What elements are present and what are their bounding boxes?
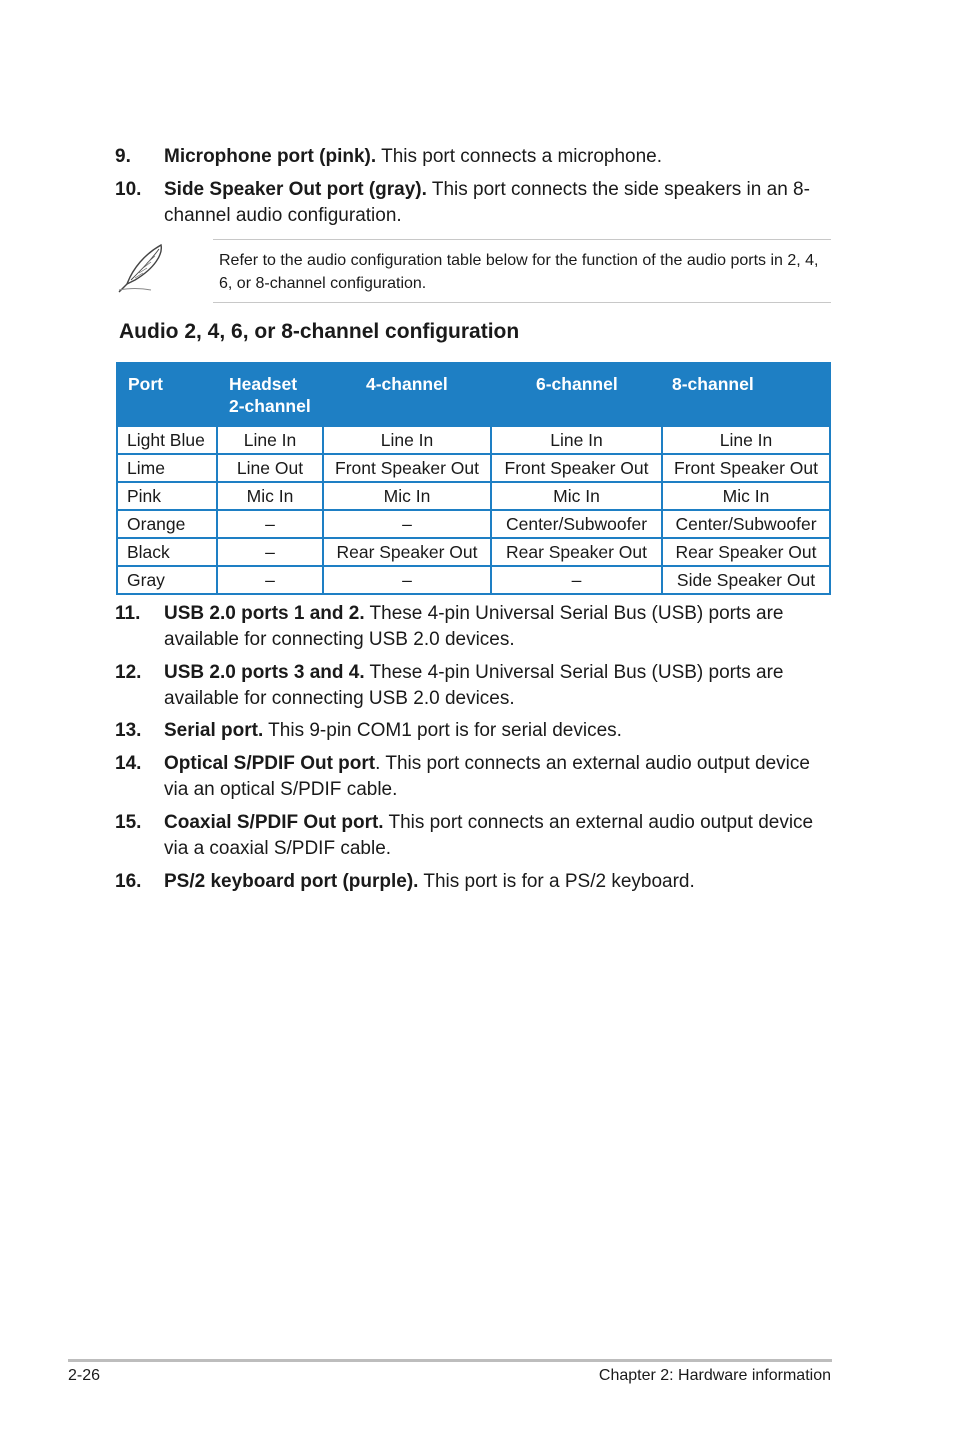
item-heading: Coaxial S/PDIF Out port.: [164, 812, 384, 833]
cell: Front Speaker Out: [491, 454, 662, 482]
item-heading: Side Speaker Out port (gray).: [164, 179, 427, 200]
header-6-channel: 6-channel: [491, 363, 662, 426]
item-number: 10.: [115, 179, 142, 200]
cell: Front Speaker Out: [662, 454, 830, 482]
cell: –: [323, 566, 491, 594]
audio-config-table: [116, 362, 831, 595]
header-headset: Headset 2-channel: [217, 363, 323, 426]
list-item-15: [115, 810, 835, 862]
cell: –: [217, 510, 323, 538]
item-text: This port is for a PS/2 keyboard.: [418, 871, 695, 892]
list-item-9: [115, 144, 835, 170]
table-row: [117, 482, 830, 510]
cell: Line Out: [217, 454, 323, 482]
header-4-channel: 4-channel: [323, 363, 491, 426]
port-cell: Light Blue: [117, 426, 217, 454]
item-text: These 4-pin Universal Serial Bus (USB) ports are available for connecting USB 2.0 devices.: [164, 662, 784, 709]
table-row: [117, 426, 830, 454]
cell: Side Speaker Out: [662, 566, 830, 594]
port-cell: Pink: [117, 482, 217, 510]
cell: Front Speaker Out: [323, 454, 491, 482]
cell: –: [217, 566, 323, 594]
table-row: [117, 566, 830, 594]
item-heading: USB 2.0 ports 1 and 2.: [164, 603, 365, 624]
cell: Rear Speaker Out: [491, 538, 662, 566]
note-box: [113, 236, 833, 306]
item-number: 9.: [115, 146, 131, 167]
cell: Mic In: [662, 482, 830, 510]
item-text: This port connects an external audio output device via a coaxial S/PDIF cable.: [164, 812, 814, 859]
item-number: 15.: [115, 812, 142, 833]
list-item-13: [115, 718, 835, 744]
item-number: 12.: [115, 662, 142, 683]
page-number: 2-26: [68, 1367, 101, 1384]
cell: Line In: [491, 426, 662, 454]
cell: Line In: [662, 426, 830, 454]
cell: –: [323, 510, 491, 538]
item-number: 14.: [115, 753, 142, 774]
note-rule-bottom: [213, 302, 831, 303]
cell: Mic In: [217, 482, 323, 510]
cell: –: [491, 566, 662, 594]
cell: Rear Speaker Out: [323, 538, 491, 566]
item-heading: Microphone port (pink).: [164, 146, 377, 167]
note-text: Refer to the audio configuration table below for the function of the audio ports in 2, 4, 6, or 8-channel configuration.: [219, 252, 819, 292]
table-header-row: [117, 363, 830, 426]
pen-icon: [113, 240, 171, 294]
list-item-14: [115, 751, 835, 803]
list-item-16: [115, 869, 835, 895]
chapter-title: Chapter 2: Hardware information: [598, 1367, 831, 1384]
port-cell: Orange: [117, 510, 217, 538]
header-port: Port: [117, 363, 217, 426]
item-heading: PS/2 keyboard port (purple).: [164, 871, 419, 892]
cell: –: [217, 538, 323, 566]
list-item-11: [115, 601, 835, 653]
item-text: This 9-pin COM1 port is for serial devices.: [263, 720, 622, 741]
item-number: 13.: [115, 720, 142, 741]
section-title: Audio 2, 4, 6, or 8-channel configuration: [119, 320, 520, 343]
item-heading: Optical S/PDIF Out port: [164, 753, 376, 774]
item-heading: USB 2.0 ports 3 and 4.: [164, 662, 365, 683]
cell: Center/Subwoofer: [491, 510, 662, 538]
note-rule-top: [213, 239, 831, 240]
item-number: 11.: [115, 603, 141, 624]
footer-rule: [68, 1359, 832, 1362]
port-cell: Gray: [117, 566, 217, 594]
table-row: [117, 538, 830, 566]
item-number: 16.: [115, 871, 142, 892]
cell: Mic In: [323, 482, 491, 510]
table-row: [117, 454, 830, 482]
port-cell: Lime: [117, 454, 217, 482]
item-text: These 4-pin Universal Serial Bus (USB) ports are available for connecting USB 2.0 devices.: [164, 603, 784, 650]
cell: Line In: [323, 426, 491, 454]
list-item-10: [115, 177, 835, 229]
header-8-channel: 8-channel: [662, 363, 830, 426]
item-text: . This port connects an external audio output device via an optical S/PDIF cable.: [164, 753, 810, 800]
cell: Mic In: [491, 482, 662, 510]
table-row: [117, 510, 830, 538]
item-text: This port connects a microphone.: [376, 146, 663, 167]
item-heading: Serial port.: [164, 720, 264, 741]
cell: Rear Speaker Out: [662, 538, 830, 566]
cell: Line In: [217, 426, 323, 454]
item-text: This port connects the side speakers in an 8-channel audio configuration.: [164, 179, 810, 226]
list-item-12: [115, 660, 835, 712]
port-cell: Black: [117, 538, 217, 566]
cell: Center/Subwoofer: [662, 510, 830, 538]
